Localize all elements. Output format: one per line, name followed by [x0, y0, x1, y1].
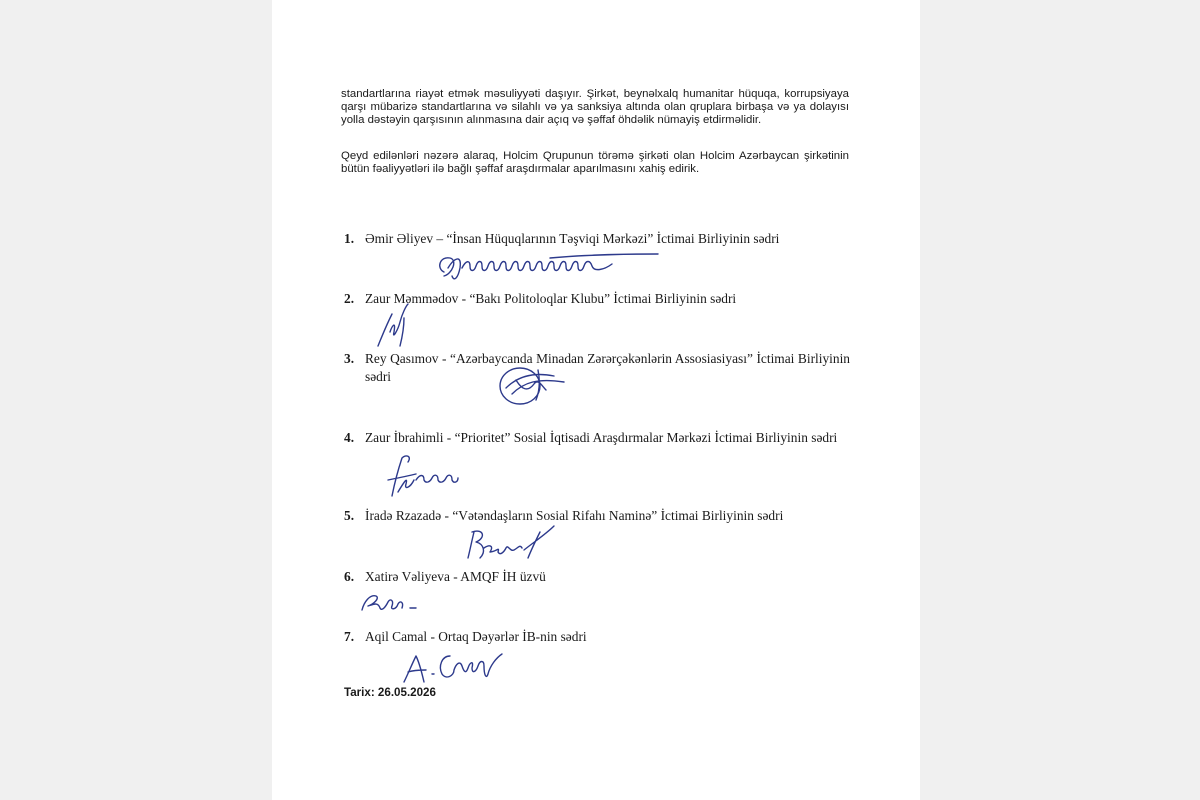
signatory-item-4 [344, 429, 850, 447]
item-number: 3. [344, 351, 355, 366]
item-number: 7. [344, 629, 355, 644]
item-number: 4. [344, 430, 355, 445]
signatory-item-3 [344, 350, 850, 385]
signature-3 [494, 360, 574, 410]
signatory-item-5 [344, 507, 850, 525]
body-paragraph: standartlarına riayət etmək məsuliyyəti daşıyır. Şirkət, beynəlxalq humanitar hüquqa, korrupsiyaya qarşı mübarizə standartlarına və silahlı və ya sanksiya altında olan qruplara birbaşa və ya dolayısı yolla dəstəyin qarşısının alınmasına dair açıq və şəffaf öhdəlik nümayiş etdirməlidir. [341, 88, 849, 127]
item-text: Əmir Əliyev – “İnsan Hüquqlarının Təşviqi Mərkəzi” İctimai Birliyinin sədri [365, 231, 780, 246]
document-date: Tarix: 26.05.2026 [344, 686, 436, 699]
item-text: Xatirə Vəliyeva - AMQF İH üzvü [365, 569, 546, 584]
signature-2 [370, 300, 420, 350]
signature-1 [432, 246, 672, 286]
signatory-item-1 [344, 230, 850, 248]
item-text: İradə Rzazadə - “Vətəndaşların Sosial Rifahı Naminə” İctimai Birliyinin sədri [365, 508, 784, 523]
item-number: 2. [344, 291, 355, 306]
item-text: Aqil Camal - Ortaq Dəyərlər İB-nin sədri [365, 629, 587, 644]
item-text: Rey Qasımov - “Azərbaycanda Minadan Zərərçəkənlərin Assosiasiyası” İctimai Birliyinin sədri [365, 351, 850, 384]
signature-5 [454, 522, 564, 566]
signatory-item-7 [344, 628, 850, 646]
item-text: Zaur İbrahimli - “Prioritet” Sosial İqtisadi Araşdırmalar Mərkəzi İctimai Birliyinin sədri [365, 430, 838, 445]
signatory-item-6 [344, 568, 850, 586]
signature-6 [354, 586, 424, 618]
item-text: Zaur Məmmədov - “Bakı Politoloqlar Klubu” İctimai Birliyinin sədri [365, 291, 737, 306]
signature-7 [398, 644, 518, 686]
item-number: 6. [344, 569, 355, 584]
item-number: 1. [344, 231, 355, 246]
item-number: 5. [344, 508, 355, 523]
body-paragraph: Qeyd edilənləri nəzərə alaraq, Holcim Qrupunun törəmə şirkəti olan Holcim Azərbaycan şirkətinin bütün fəaliyyətləri ilə bağlı şəffaf araşdırmalar aparılmasını xahiş edirik. [341, 150, 849, 176]
signature-4 [378, 452, 468, 502]
